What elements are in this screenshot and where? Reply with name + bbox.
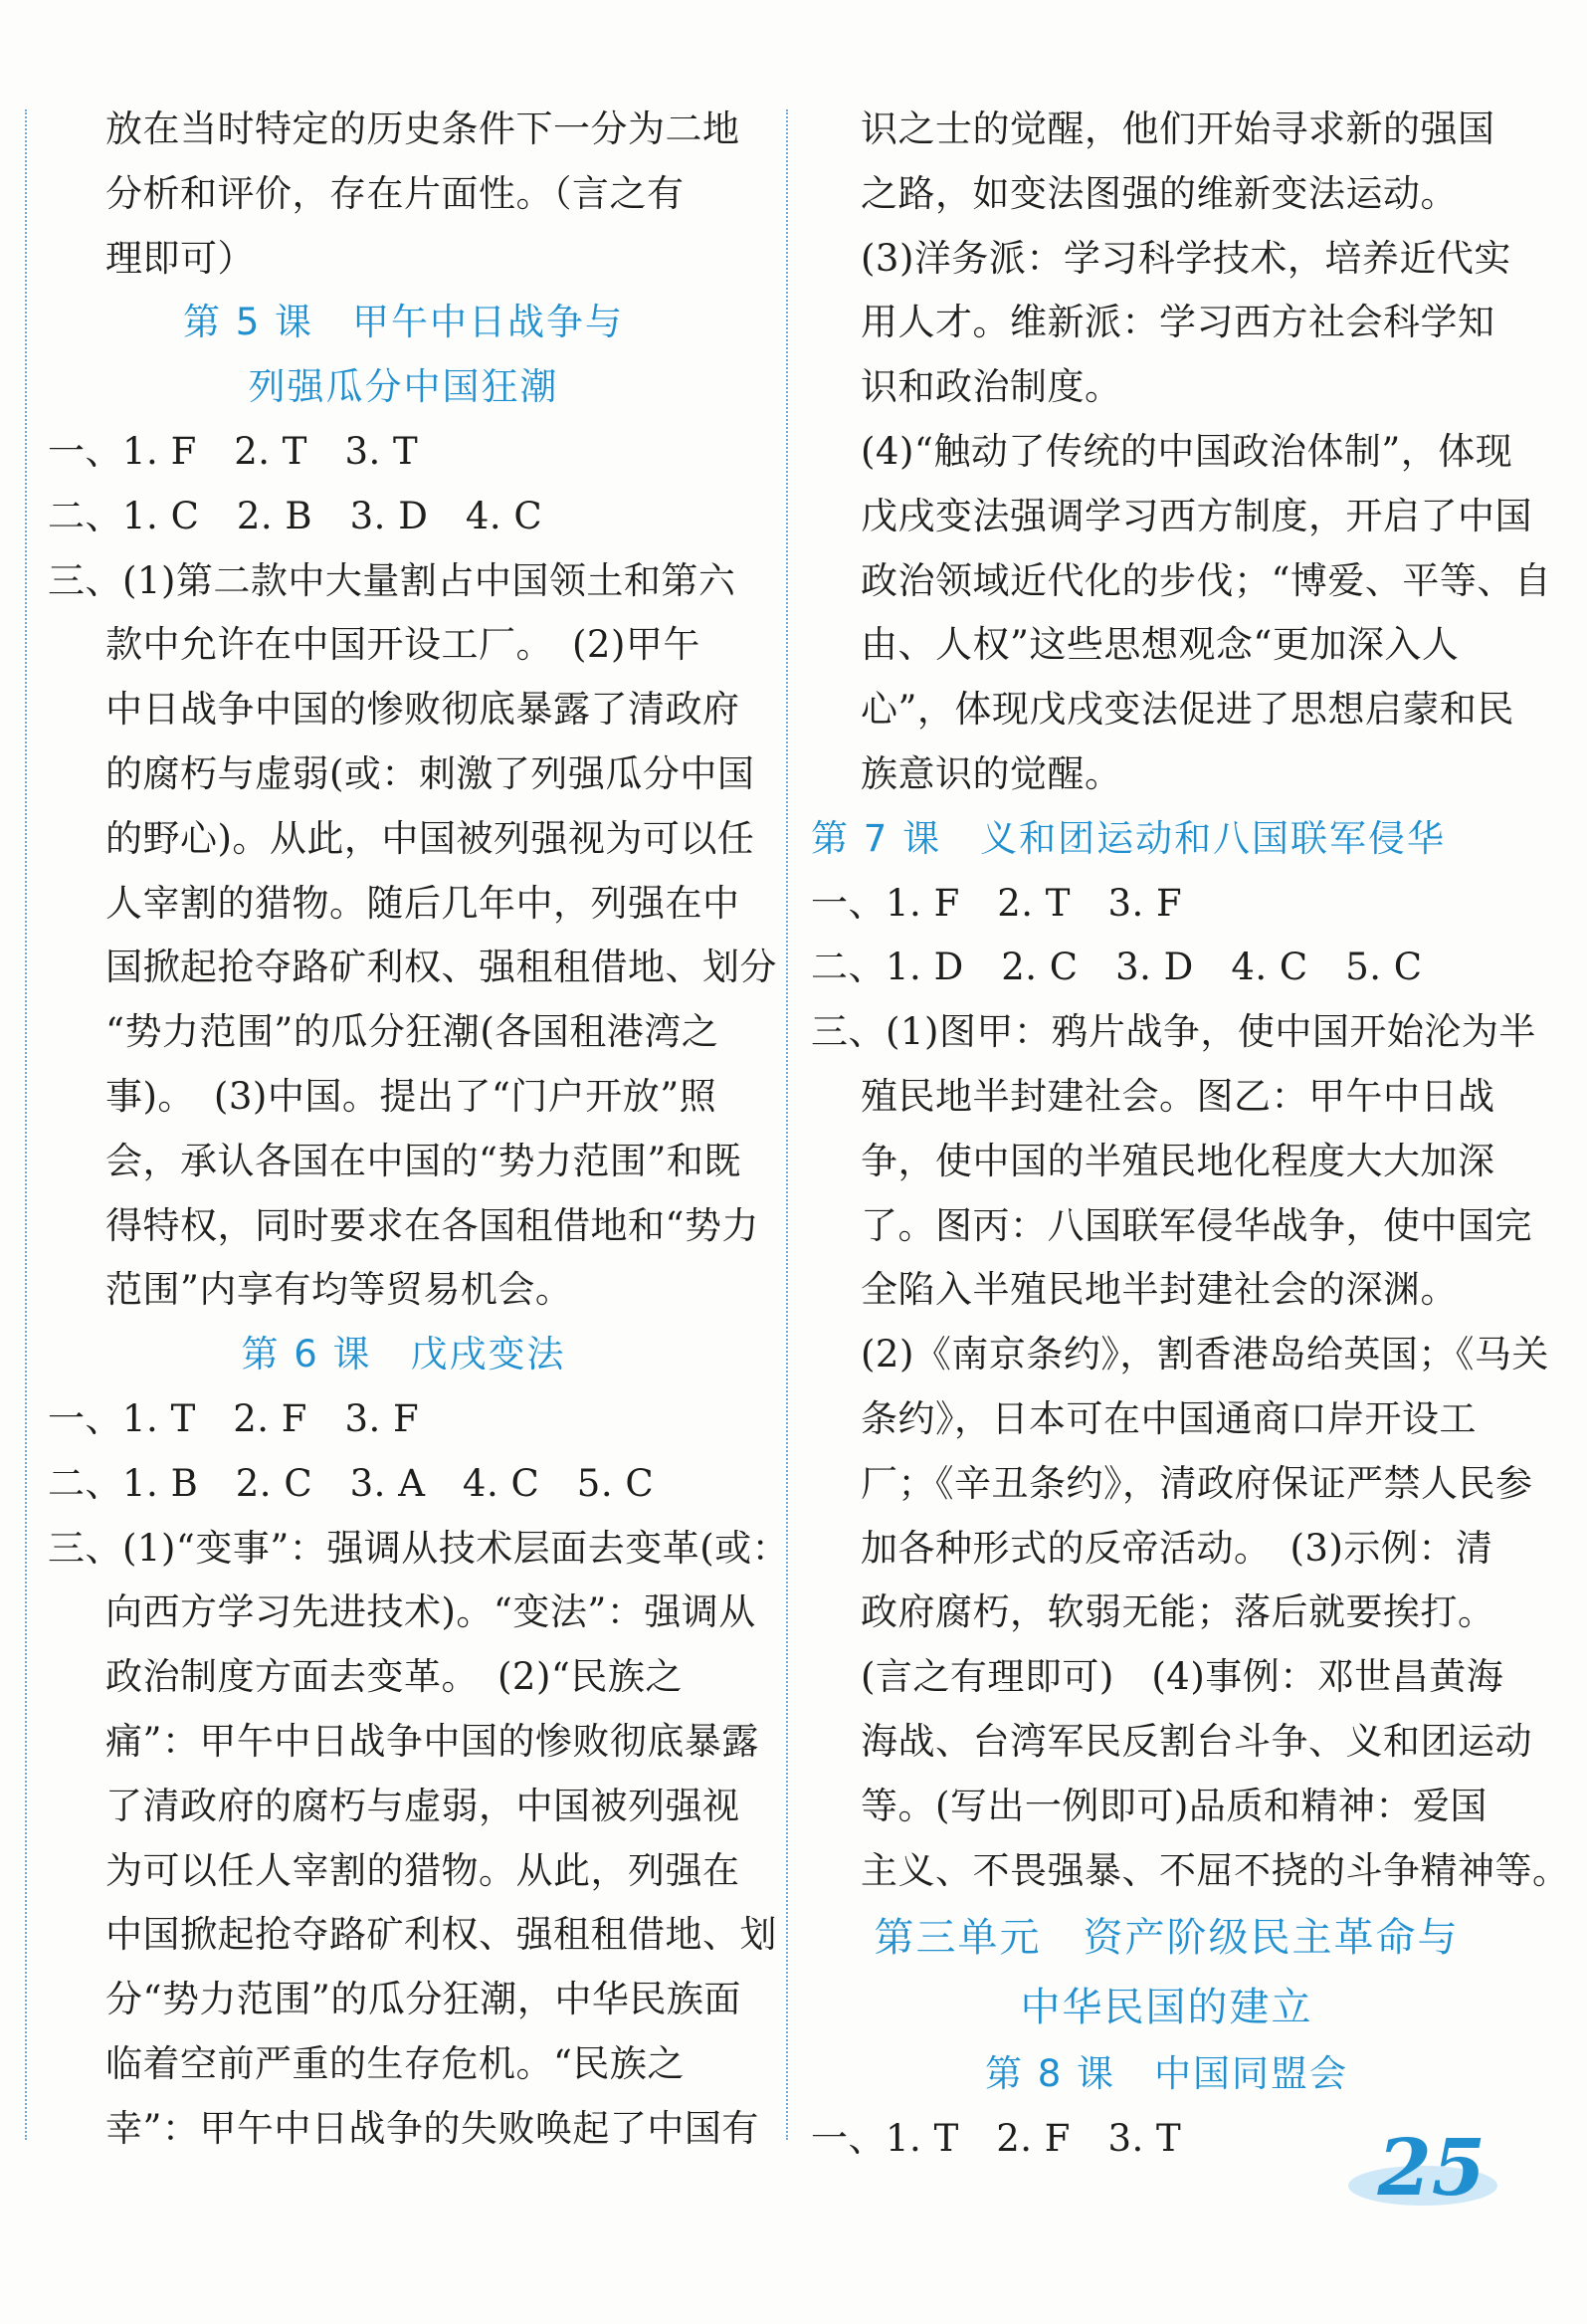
answer-line: 等。(写出一例即可)品质和精神：爱国 [861,1784,1488,1827]
answer-line: 三、(1)图甲：鸦片战争，使中国开始沦为半 [811,1010,1536,1054]
answer-line: 之路，如变法图强的维新变法运动。 [861,171,1458,215]
answer-line: 殖民地半封建社会。图乙：甲午中日战 [861,1074,1495,1118]
answer-line: 三、(1)第二款中大量割占中国领土和第六 [48,558,736,602]
left-margin-rule [25,109,27,2140]
answer-line: 条约》，日本可在中国通商口岸开设工 [861,1396,1477,1440]
answer-line: “势力范围”的瓜分狂潮(各国租港湾之 [105,1010,719,1054]
answer-line: 心”，体现戊戌变法促进了思想启蒙和民 [861,688,1514,732]
answer-line: 二、1. D 2. C 3. D 4. C 5. C [811,946,1423,989]
answer-line: 国掀起抢夺路矿利权、强租租借地、划分 [105,946,777,989]
answer-line: (2)《南京条约》，割香港岛给英国；《马关 [861,1333,1549,1376]
answer-line: 政府腐朽，软弱无能；落后就要挨打。 [861,1590,1495,1634]
answer-line: (言之有理即可) (4)事例：邓世昌黄海 [861,1655,1504,1699]
answer-line: (3)洋务派：学习科学技术，培养近代实 [861,236,1511,280]
answer-line: 人宰割的猎物。随后几年中，列强在中 [105,881,740,925]
answer-line: 加各种形式的反帝活动。 (3)示例：清 [861,1526,1493,1570]
answer-line: 一、1. T 2. F 3. F [48,1396,420,1440]
answer-line: 全陷入半殖民地半封建社会的深渊。 [861,1268,1458,1312]
answer-line: 得特权，同时要求在各国租借地和“势力 [105,1203,759,1247]
answer-line: 由、人权”这些思想观念“更加深入人 [861,623,1460,667]
answer-line: 主义、不畏强暴、不屈不挠的斗争精神等。 [861,1848,1570,1892]
answer-line: 了。图丙：八国联军侵华战争，使中国完 [861,1203,1532,1247]
answer-line: 一、1. F 2. T 3. T [48,429,419,473]
answer-line: 政治制度方面去变革。 (2)“民族之 [105,1655,683,1699]
answer-line: 幸”：甲午中日战争的失败唤起了中国有 [105,2106,759,2150]
lesson-6-heading: 第 6 课 戊戌变法 [241,1333,566,1376]
right-column [811,98,1570,2172]
answer-line: 用人才。维新派：学习西方社会科学知 [861,301,1495,344]
answer-line: 事)。 (3)中国。提出了“门户开放”照 [105,1074,717,1118]
answer-line: 痛”：甲午中日战争中国的惨败彻底暴露 [105,1719,759,1763]
answer-line: 识之士的觉醒，他们开始寻求新的强国 [861,107,1495,150]
answer-line: 族意识的觉醒。 [861,751,1122,795]
answer-line: 海战、台湾军民反割台斗争、义和团运动 [861,1719,1532,1763]
lesson-5-heading: 第 5 课 甲午中日战争与 [182,301,625,344]
answer-line: 为可以任人宰割的猎物。从此，列强在 [105,1848,740,1892]
answer-line: 的野心)。从此，中国被列强视为可以任 [105,816,755,860]
answer-line: 向西方学习先进技术)。“变法”：强调从 [105,1590,756,1634]
answer-line: 中国掀起抢夺路矿利权、强租租借地、划 [105,1913,777,1957]
answer-line: 争，使中国的半殖民地化程度大大加深 [861,1139,1495,1182]
answer-line: 放在当时特定的历史条件下一分为二地 [105,107,740,150]
answer-line: 的腐朽与虚弱(或：刺激了列强瓜分中国 [105,751,755,795]
answer-line: 二、1. B 2. C 3. A 4. C 5. C [48,1461,655,1505]
answer-line: 分“势力范围”的瓜分狂潮，中华民族面 [105,1978,741,2021]
lesson-7-heading: 第 7 课 义和团运动和八国联军侵华 [811,816,1447,860]
unit-3-heading-cont: 中华民国的建立 [1020,1985,1313,2031]
unit-3-heading: 第三单元 资产阶级民主革命与 [874,1915,1460,1962]
page-number: 25 [1377,2123,1486,2214]
answer-line: 会，承认各国在中国的“势力范围”和既 [105,1139,741,1182]
answer-line: 范围”内享有均等贸易机会。 [105,1268,573,1312]
answer-line: 厂；《辛丑条约》，清政府保证严禁人民参 [861,1461,1533,1505]
lesson-8-heading: 第 8 课 中国同盟会 [984,2052,1349,2096]
answer-line: 戊戌变法强调学习西方制度，开启了中国 [861,494,1532,537]
answer-line: 分析和评价，存在片面性。（言之有 [105,171,685,215]
left-column [48,98,790,2162]
answer-line: 三、(1)“变事”：强调从技术层面去变革(或： [48,1526,790,1570]
answer-line: 政治领域近代化的步伐；“博爱、平等、自 [861,558,1552,602]
answer-line: 一、1. T 2. F 3. T [811,2117,1182,2161]
column-divider [786,109,788,2140]
answer-line: (4)“触动了传统的中国政治体制”，体现 [861,429,1513,473]
answer-line: 理即可） [105,236,255,280]
answer-line: 二、1. C 2. B 3. D 4. C [48,494,543,537]
answer-line: 一、1. F 2. T 3. F [811,881,1183,925]
answer-line: 中日战争中国的惨败彻底暴露了清政府 [105,688,740,732]
answer-line: 了清政府的腐朽与虚弱，中国被列强视 [105,1784,740,1827]
answer-line: 识和政治制度。 [861,365,1122,409]
lesson-5-heading-cont: 列强瓜分中国狂潮 [248,365,559,409]
answer-line: 款中允许在中国开设工厂。 (2)甲午 [105,623,700,667]
answer-line: 临着空前严重的生存危机。“民族之 [105,2041,685,2085]
